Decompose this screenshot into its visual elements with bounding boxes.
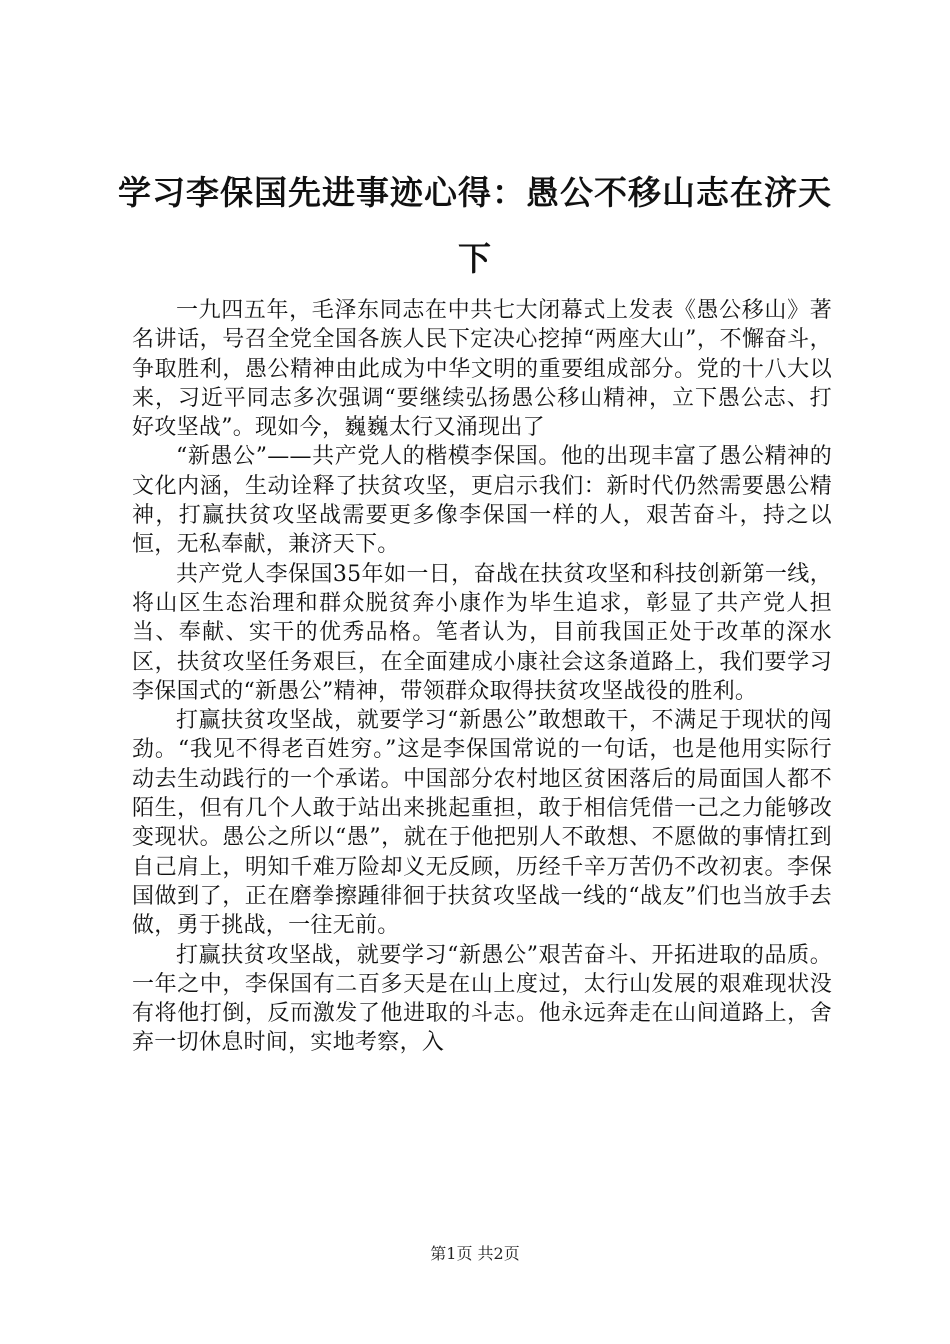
paragraph-3: 共产党人李保国35年如一日，奋战在扶贫攻坚和科技创新第一线，将山区生态治理和群众脱贫奔小康作为毕生追求，彰显了共产党人担当、奉献、实干的优秀品格。笔者认为，目前我国正处于改革的深水区，扶贫攻坚任务艰巨，在全面建成小康社会这条道路上，我们要学习李保国式的“新愚公”精神，带领群众取得扶贫攻坚战役的胜利。 xyxy=(132,561,832,704)
paragraph-5: 打赢扶贫攻坚战，就要学习“新愚公”艰苦奋斗、开拓进取的品质。一年之中，李保国有二百多天是在山上度过，太行山发展的艰难现状没有将他打倒，反而激发了他进取的斗志。他永远奔走在山间道路上，舍弃一切休息时间，实地考察，入 xyxy=(132,942,832,1056)
document-title: 学习李保国先进事迹心得：愚公不移山志在济天下 xyxy=(118,173,832,278)
page-footer: 第1页 共2页 xyxy=(430,1244,520,1263)
paragraph-4: 打赢扶贫攻坚战，就要学习“新愚公”敢想敢干，不满足于现状的闯劲。“我见不得老百姓穷。”这是李保国常说的一句话，也是他用实际行动去生动践行的一个承诺。中国部分农村地区贫困落后的局面国人都不陌生，但有几个人敢于站出来挑起重担，敢于相信凭借一己之力能够改变现状。愚公之所以“愚”，就在于他把别人不敢想、不愿做的事情扛到自己肩上，明知千难万险却义无反顾，历经千辛万苦仍不改初衷。李保国做到了，正在磨拳擦踵徘徊于扶贫攻坚战一线的“战友”们也当放手去做，勇于挑战，一往无前。 xyxy=(132,708,832,939)
paragraph-1: 一九四五年，毛泽东同志在中共七大闭幕式上发表《愚公移山》著名讲话，号召全党全国各族人民下定决心挖掉“两座大山”，不懈奋斗，争取胜利，愚公精神由此成为中华文明的重要组成部分。党的十八大以来，习近平同志多次强调“要继续弘扬愚公移山精神，立下愚公志、打好攻坚战”。现如今，巍巍太行又涌现出了 xyxy=(132,298,832,441)
document-body xyxy=(132,296,832,1058)
paragraph-2: “新愚公”——共产党人的楷模李保国。他的出现丰富了愚公精神的文化内涵，生动诠释了扶贫攻坚，更启示我们：新时代仍然需要愚公精神，打赢扶贫攻坚战需要更多像李保国一样的人，艰苦奋斗，持之以恒，无私奉献，兼济天下。 xyxy=(132,444,832,558)
